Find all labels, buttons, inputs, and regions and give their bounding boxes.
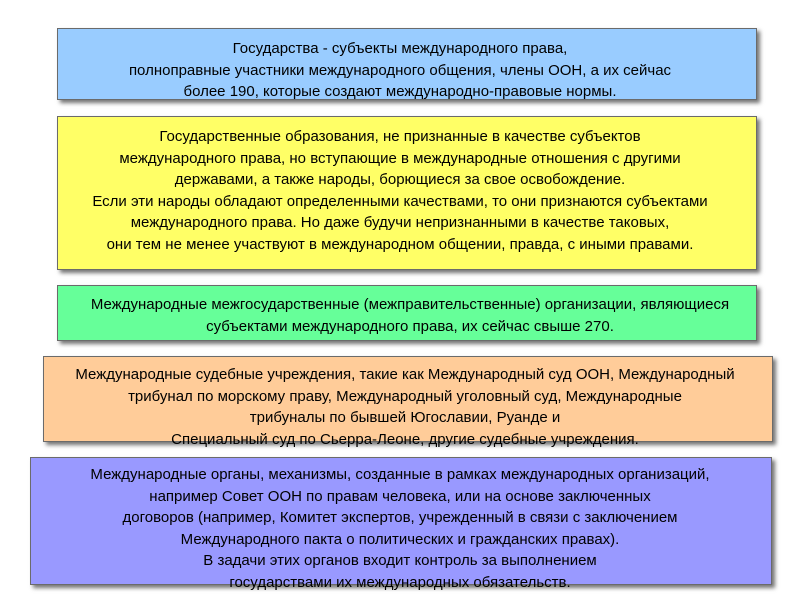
text-line: Международные межгосударственные (межправительственные) организации, являющиеся — [90, 296, 730, 313]
text-line: государствами их международных обязательств. — [229, 573, 571, 591]
text-line: субъектами международного права, их сейчас свыше 270. — [206, 317, 614, 335]
text-line: трибуналы по бывшей Югославии, Руанде и — [249, 409, 561, 426]
text-line: Специальный суд по Сьерра-Леоне, другие судебные учреждения. — [171, 430, 639, 448]
international-bodies-text — [0, 464, 800, 593]
judicial-institutions-text — [0, 364, 800, 450]
text-line: полноправные участники международного общения, члены ООН, а их сейчас — [128, 61, 672, 79]
text-line: более 190, которые создают международно-правовые нормы. — [183, 83, 617, 100]
text-line: трибунал по морскому праву, Международный уголовный суд, Международные — [128, 387, 682, 405]
intergovernmental-organizations-text — [0, 294, 800, 337]
text-line: Международного пакта о политических и гражданских правах). — [180, 530, 620, 548]
text-line: Международные органы, механизмы, созданные в рамках международных организаций, — [90, 466, 710, 483]
states-text — [0, 38, 800, 103]
text-line: Если эти народы обладают определенными качествами, то они признаются субъектами — [92, 192, 708, 210]
text-line: договоров (например, Комитет экспертов, учрежденный в связи с заключением — [122, 509, 678, 526]
unrecognized-entities-text — [0, 126, 800, 255]
text-line: Государственные образования, не признанные в качестве субъектов — [159, 128, 641, 145]
text-line: Государства - субъекты международного права, — [232, 40, 568, 57]
text-line: В задачи этих органов входит контроль за выполнением — [203, 552, 597, 569]
text-line: международного права, но вступающие в международные отношения с другими — [119, 149, 681, 167]
text-line: Международные судебные учреждения, такие как Международный суд ООН, Международный — [75, 366, 735, 383]
text-line: державами, а также народы, борющиеся за свое освобождение. — [174, 171, 626, 188]
text-line: они тем не менее участвуют в международном общении, правда, с иными правами. — [106, 235, 694, 253]
text-line: например Совет ООН по правам человека, или на основе заключенных — [149, 487, 651, 505]
text-line: международного права. Но даже будучи непризнанными в качестве таковых, — [130, 214, 670, 231]
